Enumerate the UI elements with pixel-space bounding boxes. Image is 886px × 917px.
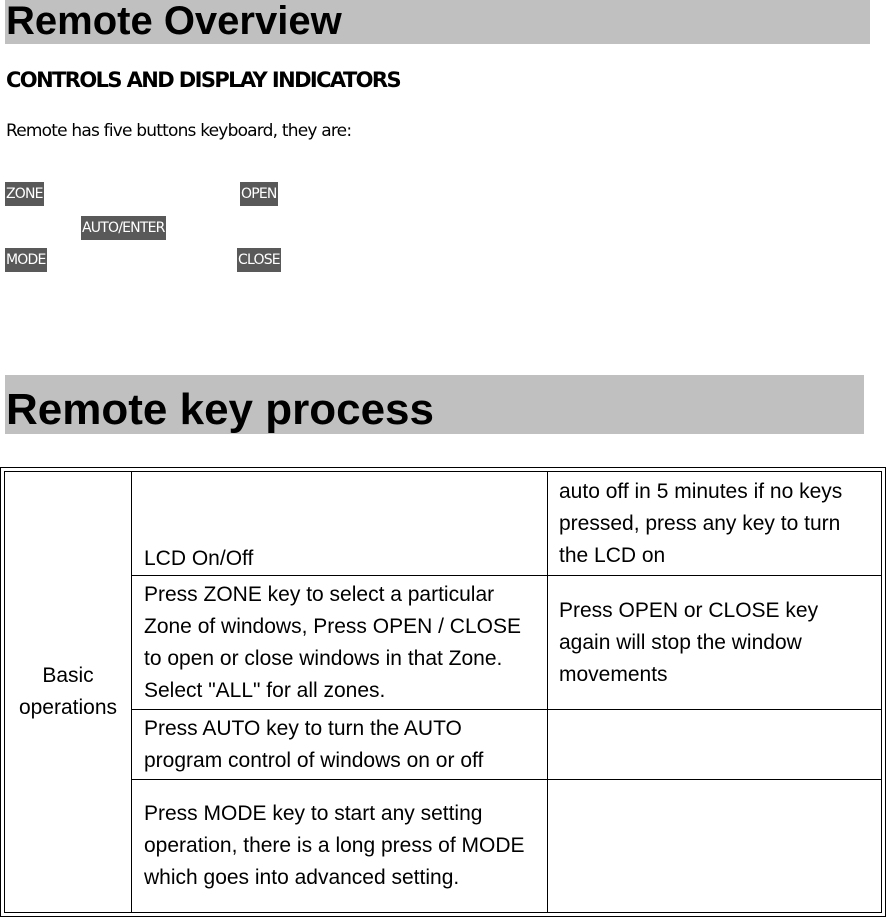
close-key-label: CLOSE	[237, 248, 281, 272]
auto-enter-key-label: AUTO/ENTER	[81, 216, 166, 240]
controls-subheading: CONTROLS AND DISPLAY INDICATORS	[6, 68, 401, 92]
stop-movement-note: Press OPEN or CLOSE key again will stop the window movements	[559, 598, 819, 686]
remote-overview-heading: Remote Overview	[5, 0, 870, 44]
table-row-3-action	[132, 710, 547, 779]
lcd-auto-off-note: auto off in 5 minutes if no keys pressed, press any key to turn the LCD on	[559, 479, 843, 567]
open-key-label: OPEN	[240, 182, 278, 206]
auto-key-instruction: Press AUTO key to turn the AUTO program control of windows on or off	[144, 716, 484, 772]
table-inner-bottom-border	[4, 912, 882, 913]
table-inner-right-border	[881, 471, 882, 913]
table-row-4-action	[132, 780, 547, 912]
table-row-1-note	[548, 472, 881, 575]
zone-key-label: ZONE	[5, 182, 44, 206]
key-process-table	[0, 467, 886, 917]
category-label: Basic operations	[18, 664, 118, 719]
remote-key-process-heading: Remote key process	[5, 375, 864, 434]
intro-text: Remote has five buttons keyboard, they are:	[6, 121, 352, 141]
table-row-2-note	[548, 576, 881, 709]
table-row-3-note	[548, 710, 881, 779]
table-row-2-action	[132, 576, 547, 709]
table-row-4-note	[548, 780, 881, 912]
lcd-on-off-text: LCD On/Off	[144, 547, 254, 570]
mode-key-instruction: Press MODE key to start any setting operation, there is a long press of MODE which goes into advanced setting.	[144, 802, 525, 889]
zone-key-instruction: Press ZONE key to select a particular Zone of windows, Press OPEN / CLOSE to open or close windows in that Zone. Select "ALL" for all zones.	[144, 582, 521, 702]
basic-operations-category-cell	[5, 472, 131, 912]
mode-key-label: MODE	[5, 248, 47, 272]
table-row-1-action	[132, 472, 547, 575]
